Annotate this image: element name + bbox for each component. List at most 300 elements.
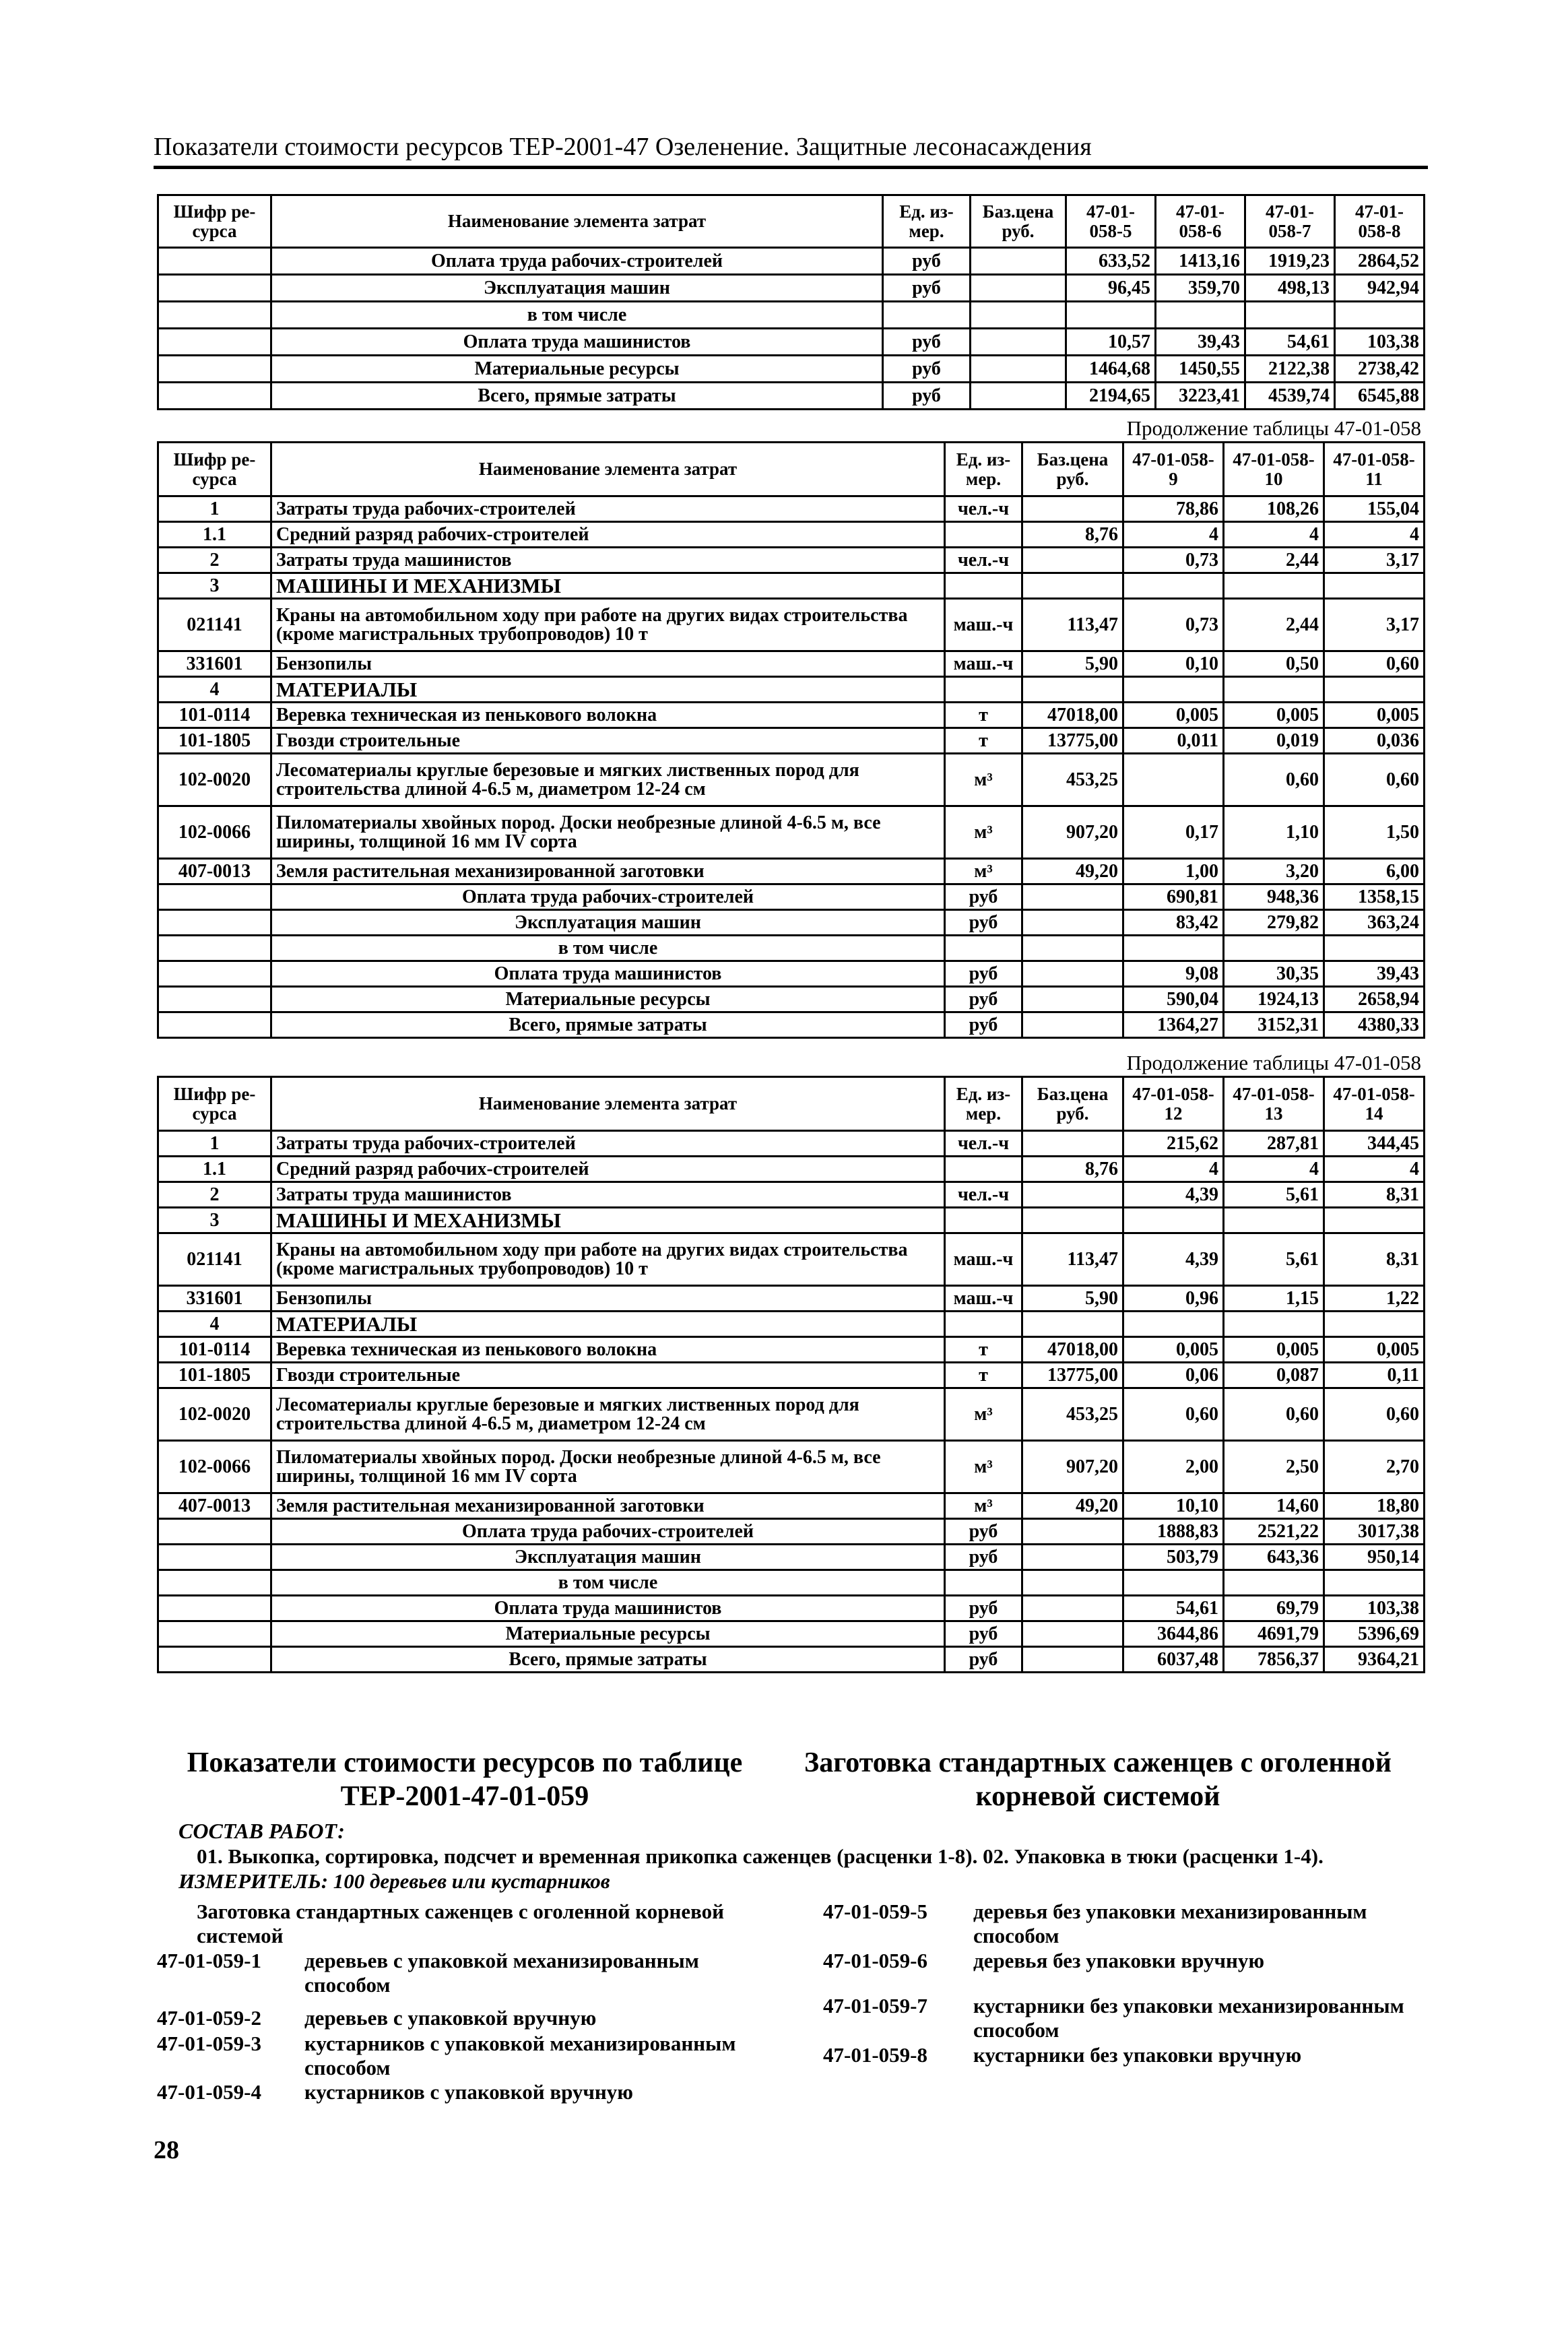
cell-value: 9,08 xyxy=(1123,961,1224,987)
cell-value: 155,04 xyxy=(1324,496,1425,522)
cell-price xyxy=(1022,1012,1123,1038)
col-rate-header: 47-01-058-11 xyxy=(1324,443,1425,496)
cell-value: 3223,41 xyxy=(1156,383,1245,410)
resource-table-3 xyxy=(157,1076,1425,1673)
rate-code: 47-01-059-4 xyxy=(157,2080,261,2104)
table-row xyxy=(158,1208,1425,1233)
cell-name: в том числе xyxy=(271,302,883,329)
cell-value: 10,10 xyxy=(1123,1493,1224,1519)
table-row xyxy=(158,275,1425,302)
table-row xyxy=(158,728,1425,754)
summary-row xyxy=(158,910,1425,936)
cell-name: Краны на автомобильном ходу при работе на других видах строительства (кроме магистральных трубопроводов) 10 т xyxy=(271,1233,945,1286)
cell-value xyxy=(1224,1570,1324,1596)
table-row xyxy=(158,356,1425,383)
cell-price xyxy=(971,356,1066,383)
cell-code: 101-0114 xyxy=(158,1337,271,1363)
cell-value: 3644,86 xyxy=(1123,1621,1224,1647)
cell-value: 10,57 xyxy=(1066,329,1156,356)
cell-value: 0,60 xyxy=(1324,754,1425,806)
cell-name: Гвозди строительные xyxy=(271,728,945,754)
cell-unit: руб xyxy=(945,884,1022,910)
cell-price xyxy=(1022,910,1123,936)
cell-name: Эксплуатация машин xyxy=(271,910,945,936)
cell-value: 103,38 xyxy=(1335,329,1425,356)
cell-value: 498,13 xyxy=(1245,275,1335,302)
rate-description: кустарников с упаковкой механизированным способом xyxy=(304,2032,736,2079)
cell-unit: т xyxy=(945,1337,1022,1363)
col-price-header: Баз.цена руб. xyxy=(1022,1077,1123,1131)
cell-value xyxy=(1324,1570,1425,1596)
cell-unit: т xyxy=(945,728,1022,754)
cell-code: 4 xyxy=(158,1312,271,1337)
cell-value: 6545,88 xyxy=(1335,383,1425,410)
resource-table-2 xyxy=(157,441,1425,1039)
cell-unit: м³ xyxy=(945,859,1022,884)
cell-value: 279,82 xyxy=(1224,910,1324,936)
col-rate-header: 47-01-058-9 xyxy=(1123,443,1224,496)
cell-value: 78,86 xyxy=(1123,496,1224,522)
rate-code: 47-01-059-6 xyxy=(823,1949,927,1972)
table-row xyxy=(158,1363,1425,1388)
table-row xyxy=(158,599,1425,651)
cell-code: 331601 xyxy=(158,651,271,677)
cell-code xyxy=(158,1596,271,1621)
cell-name: Бензопилы xyxy=(271,1286,945,1312)
cell-price xyxy=(1022,1131,1123,1157)
table-header-row xyxy=(158,195,1425,248)
cell-value: 2,44 xyxy=(1224,599,1324,651)
cell-value xyxy=(1324,1312,1425,1337)
cell-value: 96,45 xyxy=(1066,275,1156,302)
cell-value: 9364,21 xyxy=(1324,1647,1425,1673)
cell-price xyxy=(1022,1647,1123,1673)
summary-row xyxy=(158,1647,1425,1673)
work-composition-heading: СОСТАВ РАБОТ: xyxy=(178,1819,345,1843)
cell-unit: руб xyxy=(945,961,1022,987)
cell-price xyxy=(1022,496,1123,522)
cell-code xyxy=(158,1545,271,1570)
col-rate-header: 47-01-058-5 xyxy=(1066,195,1156,248)
cell-price xyxy=(1022,1208,1123,1233)
cell-value: 18,80 xyxy=(1324,1493,1425,1519)
cell-value: 503,79 xyxy=(1123,1545,1224,1570)
col-name-header: Наименование элемента затрат xyxy=(271,195,883,248)
cell-value: 950,14 xyxy=(1324,1545,1425,1570)
resource-table-1 xyxy=(157,194,1425,410)
col-unit-header: Ед. из-мер. xyxy=(945,443,1022,496)
cell-name: Эксплуатация машин xyxy=(271,275,883,302)
summary-row xyxy=(158,1519,1425,1545)
table-header-row xyxy=(158,443,1425,496)
cell-value xyxy=(1324,677,1425,703)
cell-value: 0,73 xyxy=(1123,599,1224,651)
col-code-header: Шифр ре-сурса xyxy=(158,195,271,248)
table-row xyxy=(158,1157,1425,1182)
cell-value: 83,42 xyxy=(1123,910,1224,936)
cell-value: 1,00 xyxy=(1123,859,1224,884)
cell-name: Веревка техническая из пенькового волокна xyxy=(271,1337,945,1363)
cell-value: 1413,16 xyxy=(1156,248,1245,275)
cell-price: 47018,00 xyxy=(1022,703,1123,728)
cell-unit: руб xyxy=(883,356,971,383)
cell-name: Затраты труда рабочих-строителей xyxy=(271,1131,945,1157)
cell-code: 4 xyxy=(158,677,271,703)
summary-row xyxy=(158,961,1425,987)
cell-value: 0,73 xyxy=(1123,548,1224,573)
section-subtitle: Заготовка стандартных саженцев с оголенной корневой системой xyxy=(804,1747,1392,1813)
cell-code: 2 xyxy=(158,1182,271,1208)
cell-value xyxy=(1156,302,1245,329)
cell-price xyxy=(1022,1570,1123,1596)
cell-name: МАШИНЫ И МЕХАНИЗМЫ xyxy=(271,1208,945,1233)
cell-value xyxy=(1245,302,1335,329)
rate-description: кустарников с упаковкой вручную xyxy=(304,2080,633,2104)
cell-value: 0,005 xyxy=(1324,703,1425,728)
cell-value xyxy=(1066,302,1156,329)
work-composition-text: 01. Выкопка, сортировка, подсчет и временная прикопка саженцев (расценки 1-8). 02. Упаковка в тюки (расценки 1-4). xyxy=(197,1844,1324,1868)
cell-value: 2194,65 xyxy=(1066,383,1156,410)
cell-value: 0,011 xyxy=(1123,728,1224,754)
cell-value: 2,44 xyxy=(1224,548,1324,573)
cell-value xyxy=(1224,1312,1324,1337)
cell-value: 1,10 xyxy=(1224,806,1324,859)
cell-code: 102-0020 xyxy=(158,1388,271,1441)
cell-unit: руб xyxy=(945,1647,1022,1673)
cell-value: 0,60 xyxy=(1224,1388,1324,1441)
col-price-header: Баз.цена руб. xyxy=(971,195,1066,248)
table-row xyxy=(158,522,1425,548)
cell-value: 948,36 xyxy=(1224,884,1324,910)
cell-value: 287,81 xyxy=(1224,1131,1324,1157)
cell-value: 1919,23 xyxy=(1245,248,1335,275)
cell-code: 3 xyxy=(158,573,271,599)
cell-value: 0,17 xyxy=(1123,806,1224,859)
measurement-unit: ИЗМЕРИТЕЛЬ: 100 деревьев или кустарников xyxy=(178,1869,610,1893)
cell-value xyxy=(1224,677,1324,703)
cell-value: 2864,52 xyxy=(1335,248,1425,275)
cell-unit: руб xyxy=(883,329,971,356)
cell-value: 108,26 xyxy=(1224,496,1324,522)
cell-name: Земля растительная механизированной заготовки xyxy=(271,859,945,884)
cell-price xyxy=(1022,1182,1123,1208)
cell-code xyxy=(158,1519,271,1545)
summary-row xyxy=(158,936,1425,961)
cell-value: 4 xyxy=(1123,522,1224,548)
cell-name: МАТЕРИАЛЫ xyxy=(271,677,945,703)
cell-name: Материальные ресурсы xyxy=(271,987,945,1012)
cell-code: 101-1805 xyxy=(158,728,271,754)
page-number: 28 xyxy=(154,2136,179,2164)
cell-unit: м³ xyxy=(945,806,1022,859)
cell-value: 0,087 xyxy=(1224,1363,1324,1388)
cell-value: 0,005 xyxy=(1224,703,1324,728)
table-row xyxy=(158,859,1425,884)
col-rate-header: 47-01-058-14 xyxy=(1324,1077,1425,1131)
cell-value: 3,17 xyxy=(1324,548,1425,573)
cell-price: 49,20 xyxy=(1022,859,1123,884)
cell-name: Средний разряд рабочих-строителей xyxy=(271,522,945,548)
cell-value: 3017,38 xyxy=(1324,1519,1425,1545)
table-row xyxy=(158,1337,1425,1363)
cell-unit: маш.-ч xyxy=(945,651,1022,677)
table-row xyxy=(158,1312,1425,1337)
cell-code xyxy=(158,884,271,910)
cell-value: 363,24 xyxy=(1324,910,1425,936)
cell-value xyxy=(1324,1208,1425,1233)
cell-code: 331601 xyxy=(158,1286,271,1312)
cell-unit: руб xyxy=(883,248,971,275)
cell-name: Средний разряд рабочих-строителей xyxy=(271,1157,945,1182)
cell-value: 0,005 xyxy=(1324,1337,1425,1363)
cell-price xyxy=(971,383,1066,410)
cell-code xyxy=(158,1570,271,1596)
section-title: Показатели стоимости ресурсов по таблице ТЕР-2001-47-01-059 xyxy=(187,1747,743,1813)
cell-price xyxy=(971,302,1066,329)
cell-name: Гвозди строительные xyxy=(271,1363,945,1388)
cell-value: 1924,13 xyxy=(1224,987,1324,1012)
cell-value xyxy=(1324,936,1425,961)
cell-value: 1,15 xyxy=(1224,1286,1324,1312)
cell-value: 1464,68 xyxy=(1066,356,1156,383)
cell-value: 0,60 xyxy=(1123,1388,1224,1441)
cell-value: 0,005 xyxy=(1123,1337,1224,1363)
cell-value: 4 xyxy=(1224,1157,1324,1182)
rate-description: деревья без упаковки механизированным способом xyxy=(973,1900,1367,1947)
cell-code: 101-1805 xyxy=(158,1363,271,1388)
cell-value: 643,36 xyxy=(1224,1545,1324,1570)
cell-value: 690,81 xyxy=(1123,884,1224,910)
cell-value: 8,31 xyxy=(1324,1233,1425,1286)
cell-price: 13775,00 xyxy=(1022,1363,1123,1388)
cell-unit: т xyxy=(945,703,1022,728)
cell-code xyxy=(158,329,271,356)
cell-price: 49,20 xyxy=(1022,1493,1123,1519)
cell-value xyxy=(1123,677,1224,703)
cell-value: 6,00 xyxy=(1324,859,1425,884)
cell-value: 3,17 xyxy=(1324,599,1425,651)
cell-name: Затраты труда машинистов xyxy=(271,1182,945,1208)
cell-value: 590,04 xyxy=(1123,987,1224,1012)
table-row xyxy=(158,302,1425,329)
cell-unit xyxy=(945,936,1022,961)
cell-code xyxy=(158,1012,271,1038)
table-header-row xyxy=(158,1077,1425,1131)
table-row xyxy=(158,1286,1425,1312)
rate-code: 47-01-059-3 xyxy=(157,2032,261,2055)
cell-value: 4 xyxy=(1324,1157,1425,1182)
cell-value: 0,10 xyxy=(1123,651,1224,677)
col-rate-header: 47-01-058-7 xyxy=(1245,195,1335,248)
cell-value: 0,60 xyxy=(1224,754,1324,806)
summary-row xyxy=(158,884,1425,910)
rate-code: 47-01-059-1 xyxy=(157,1949,261,1972)
cell-price xyxy=(1022,1545,1123,1570)
cell-price xyxy=(1022,1519,1123,1545)
cell-value xyxy=(1123,1312,1224,1337)
table-row xyxy=(158,651,1425,677)
table-row xyxy=(158,754,1425,806)
cell-value: 1,22 xyxy=(1324,1286,1425,1312)
cell-value: 2521,22 xyxy=(1224,1519,1324,1545)
cell-price: 113,47 xyxy=(1022,1233,1123,1286)
cell-price xyxy=(971,275,1066,302)
cell-unit xyxy=(945,573,1022,599)
col-unit-header: Ед. из-мер. xyxy=(883,195,971,248)
cell-code: 1 xyxy=(158,1131,271,1157)
cell-unit: чел.-ч xyxy=(945,496,1022,522)
cell-value: 2658,94 xyxy=(1324,987,1425,1012)
summary-row xyxy=(158,1621,1425,1647)
cell-price xyxy=(1022,1596,1123,1621)
cell-value xyxy=(1123,573,1224,599)
rates-intro: Заготовка стандартных саженцев с оголенной корневой системой xyxy=(197,1900,725,1947)
cell-price: 5,90 xyxy=(1022,1286,1123,1312)
cell-price: 453,25 xyxy=(1022,1388,1123,1441)
table-row xyxy=(158,548,1425,573)
cell-unit xyxy=(945,522,1022,548)
cell-code xyxy=(158,302,271,329)
rate-description: деревьев с упаковкой механизированным способом xyxy=(304,1949,699,1997)
cell-name: Земля растительная механизированной заготовки xyxy=(271,1493,945,1519)
page-header: Показатели стоимости ресурсов ТЕР-2001-47 Озеленение. Защитные лесонасаждения xyxy=(154,132,1428,169)
cell-value: 4539,74 xyxy=(1245,383,1335,410)
col-price-header: Баз.цена руб. xyxy=(1022,443,1123,496)
cell-price xyxy=(1022,961,1123,987)
cell-code xyxy=(158,383,271,410)
cell-unit xyxy=(945,677,1022,703)
cell-value: 39,43 xyxy=(1324,961,1425,987)
rate-code: 47-01-059-5 xyxy=(823,1900,927,1923)
cell-price: 113,47 xyxy=(1022,599,1123,651)
cell-code xyxy=(158,987,271,1012)
cell-value: 0,005 xyxy=(1224,1337,1324,1363)
cell-value: 0,11 xyxy=(1324,1363,1425,1388)
cell-value: 5396,69 xyxy=(1324,1621,1425,1647)
col-code-header: Шифр ре-сурса xyxy=(158,443,271,496)
col-rate-header: 47-01-058-13 xyxy=(1224,1077,1324,1131)
table-row xyxy=(158,677,1425,703)
cell-code: 1.1 xyxy=(158,1157,271,1182)
cell-price xyxy=(971,248,1066,275)
cell-name: Всего, прямые затраты xyxy=(271,1012,945,1038)
cell-unit: руб xyxy=(945,1519,1022,1545)
cell-code: 102-0020 xyxy=(158,754,271,806)
cell-value: 4691,79 xyxy=(1224,1621,1324,1647)
cell-value: 0,96 xyxy=(1123,1286,1224,1312)
table-row xyxy=(158,573,1425,599)
cell-value: 7856,37 xyxy=(1224,1647,1324,1673)
table-row xyxy=(158,329,1425,356)
cell-code: 2 xyxy=(158,548,271,573)
cell-unit: руб xyxy=(945,910,1022,936)
cell-price xyxy=(1022,548,1123,573)
cell-price: 47018,00 xyxy=(1022,1337,1123,1363)
cell-code: 021141 xyxy=(158,599,271,651)
table-row xyxy=(158,1182,1425,1208)
cell-value xyxy=(1335,302,1425,329)
summary-row xyxy=(158,1012,1425,1038)
col-rate-header: 47-01-058-10 xyxy=(1224,443,1324,496)
cell-code: 1.1 xyxy=(158,522,271,548)
cell-value xyxy=(1224,1208,1324,1233)
cell-unit: руб xyxy=(945,987,1022,1012)
cell-name: Материальные ресурсы xyxy=(271,356,883,383)
cell-value: 1888,83 xyxy=(1123,1519,1224,1545)
cell-value: 359,70 xyxy=(1156,275,1245,302)
cell-price xyxy=(1022,936,1123,961)
cell-value: 633,52 xyxy=(1066,248,1156,275)
cell-unit: чел.-ч xyxy=(945,548,1022,573)
cell-price xyxy=(1022,884,1123,910)
cell-unit: чел.-ч xyxy=(945,1131,1022,1157)
cell-unit: м³ xyxy=(945,1441,1022,1493)
cell-code: 101-0114 xyxy=(158,703,271,728)
cell-code xyxy=(158,275,271,302)
cell-value: 69,79 xyxy=(1224,1596,1324,1621)
cell-value: 103,38 xyxy=(1324,1596,1425,1621)
cell-price: 907,20 xyxy=(1022,806,1123,859)
cell-price xyxy=(1022,1312,1123,1337)
cell-unit xyxy=(945,1570,1022,1596)
cell-code: 1 xyxy=(158,496,271,522)
cell-value: 4 xyxy=(1324,522,1425,548)
cell-code xyxy=(158,356,271,383)
rate-code: 47-01-059-8 xyxy=(823,2043,927,2067)
cell-price xyxy=(971,329,1066,356)
cell-value: 0,60 xyxy=(1324,1388,1425,1441)
cell-value: 2122,38 xyxy=(1245,356,1335,383)
summary-row xyxy=(158,1545,1425,1570)
cell-unit: маш.-ч xyxy=(945,1286,1022,1312)
cell-value: 4 xyxy=(1123,1157,1224,1182)
rate-description: деревья без упаковки вручную xyxy=(973,1949,1265,1972)
cell-value xyxy=(1123,1208,1224,1233)
rate-code: 47-01-059-7 xyxy=(823,1994,927,2017)
cell-name: Оплата труда рабочих-строителей xyxy=(271,884,945,910)
cell-value: 6037,48 xyxy=(1123,1647,1224,1673)
cell-value: 0,019 xyxy=(1224,728,1324,754)
cell-unit: т xyxy=(945,1363,1022,1388)
cell-value: 215,62 xyxy=(1123,1131,1224,1157)
cell-value: 2,00 xyxy=(1123,1441,1224,1493)
table-continue-label: Продолжение таблицы 47-01-058 xyxy=(1126,416,1421,440)
cell-name: Оплата труда рабочих-строителей xyxy=(271,248,883,275)
cell-value: 4380,33 xyxy=(1324,1012,1425,1038)
table-row xyxy=(158,1441,1425,1493)
cell-name: в том числе xyxy=(271,1570,945,1596)
cell-value: 0,005 xyxy=(1123,703,1224,728)
cell-price: 8,76 xyxy=(1022,522,1123,548)
cell-value: 1364,27 xyxy=(1123,1012,1224,1038)
cell-value: 39,43 xyxy=(1156,329,1245,356)
cell-price: 453,25 xyxy=(1022,754,1123,806)
col-name-header: Наименование элемента затрат xyxy=(271,1077,945,1131)
cell-name: Затраты труда машинистов xyxy=(271,548,945,573)
cell-value: 2,50 xyxy=(1224,1441,1324,1493)
cell-name: Оплата труда машинистов xyxy=(271,1596,945,1621)
cell-unit: руб xyxy=(883,383,971,410)
cell-value: 3152,31 xyxy=(1224,1012,1324,1038)
table-row xyxy=(158,1493,1425,1519)
col-code-header: Шифр ре-сурса xyxy=(158,1077,271,1131)
cell-code: 102-0066 xyxy=(158,1441,271,1493)
col-rate-header: 47-01-058-6 xyxy=(1156,195,1245,248)
cell-code xyxy=(158,910,271,936)
cell-price: 5,90 xyxy=(1022,651,1123,677)
cell-name: Оплата труда машинистов xyxy=(271,329,883,356)
cell-unit xyxy=(883,302,971,329)
